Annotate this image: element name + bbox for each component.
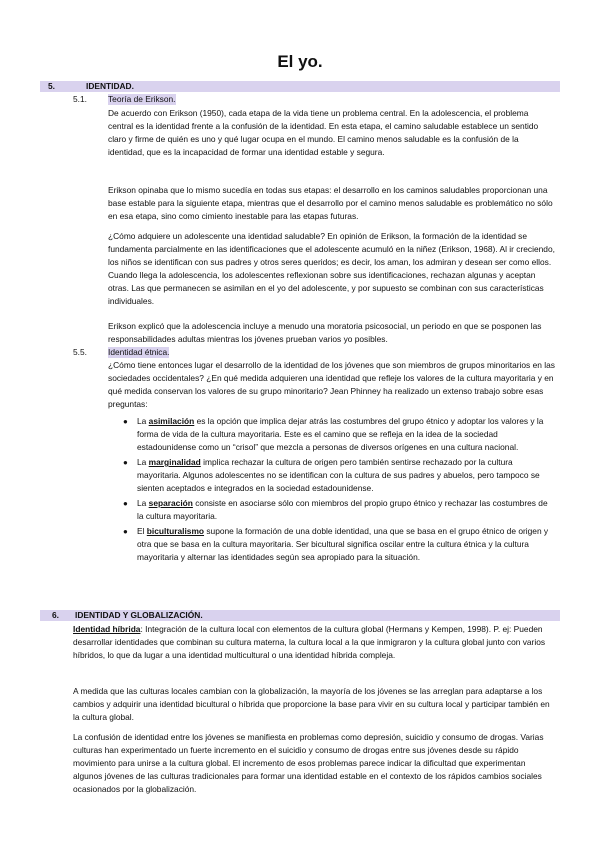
option-marginalidad xyxy=(123,456,553,495)
subsection-5-1-title: Teoría de Erikson. xyxy=(108,94,176,104)
section-6-title: IDENTIDAD Y GLOBALIZACIÓN. xyxy=(75,610,203,620)
erikson-paragraph-3: ¿Cómo adquiere un adolescente una identidad saludable? En opinión de Erikson, la formación de la identidad se fundamenta parcialmente en las identificaciones que el adolescente acumuló en la niñez (Erikson, 1968). Al ir creciendo, los niños se identifican con sus padres y otros seres queridos; es decir, los aman, los admiran y desean ser como ellos. Cuando llega la adolescencia, los adolescentes reflexionan sobre sus identificaciones, rechazan algunas y aceptan otras. Las que permanecen se asimilan en el yo del adolescente, y por supuesto se combinan con sus características individuales. xyxy=(108,231,555,307)
bullet-icon: ● xyxy=(123,458,128,467)
bullet-text: supone la formación de una doble identidad, una que se basa en el grupo étnico de origen y otra que se basa en la cultura mayoritaria. Ser bicultural significa oscilar entre la cultura étnica y la cultura mayoritaria y alternar las identidades según sea apropiado para la situación. xyxy=(137,526,549,562)
bullet-prefix: El xyxy=(137,526,147,536)
bullet-icon: ● xyxy=(123,499,128,508)
globalization-paragraph-2: A medida que las culturas locales cambian con la globalización, la mayoría de los jóvenes se las arreglan para adaptarse a los cambios y adquirir una identidad bicultural o híbrida que proporcione la base para vivir en su cultura local y participar también en la cultura global. xyxy=(73,686,550,723)
erikson-paragraph-2: Erikson opinaba que lo mismo sucedía en todas sus etapas: el desarrollo en los caminos saludables proporcionan una base estable para la siguiente etapa, mientras que el desarrollo por el camino menos saludable es problemático no sólo en esa etapa, sino como cimiento inestable para las etapas futuras. xyxy=(108,185,553,222)
page-title: El yo. xyxy=(277,52,323,71)
option-biculturalismo xyxy=(123,525,553,564)
subsection-5-5-number: 5.5. xyxy=(73,347,87,357)
term-biculturalismo: biculturalismo xyxy=(146,526,205,536)
term-marginalidad: marginalidad xyxy=(148,457,201,467)
subsection-5-5-title: Identidad étnica. xyxy=(108,347,170,357)
globalization-paragraph-3: La confusión de identidad entre los jóvenes se manifiesta en problemas como depresión, suicidio y consumo de drogas. Varias culturas han experimentado un fuerte incremento en el suicidio y consumo de drogas entre sus jóvenes desde su rápido movimiento para unirse a la cultura global. El incremento de esos problemas parece indicar la dificultad que experimentan algunos jóvenes de las culturas tradicionales para formar una identidad estable en el contexto de los rápidos cambios sociales ocasionados por la globalización. xyxy=(73,732,544,795)
bullet-text: implica rechazar la cultura de origen pero también sentirse rechazado por la cultura mayoritaria. Algunos adolescentes no se identifican con la cultura de sus padres y abuelos, pero tampoco se sienten aceptados e integrados en la sociedad estadounidense. xyxy=(137,457,540,493)
bullet-prefix: La xyxy=(137,416,149,426)
bullet-prefix: La xyxy=(137,498,149,508)
ethnic-identity-options xyxy=(123,415,553,566)
hybrid-identity-text: : Integración de la cultura local con elementos de la cultura global (Hermans y Kempen, 1998). P. ej: Pueden desarrollar identidades que combinan su cultura materna, la cultura local a la que inmigraron y la cultura global junto con varios híbridos, lo que da lugar a una identidad multicultural o una identidad híbrida compleja. xyxy=(73,624,546,661)
section-5-number: 5. xyxy=(48,81,55,91)
ethnic-identity-intro: ¿Cómo tiene entonces lugar el desarrollo de la identidad de los jóvenes que son miembros de grupos minoritarios en las sociedades occidentales? ¿En qué medida adquieren una identidad que refleje los valores de la cultura mayoritaria y en qué medida conservan los valores de su grupo minoritario? Jean Phinney ha realizado un extenso trabajo sobre esas preguntas: xyxy=(108,360,555,410)
term-identidad-hibrida: Identidad híbrida xyxy=(73,624,141,634)
term-asimilacion: asimilación xyxy=(148,416,195,426)
section-5-title: IDENTIDAD. xyxy=(86,81,134,91)
bullet-icon: ● xyxy=(123,527,128,536)
option-separacion xyxy=(123,497,553,523)
bullet-text: es la opción que implica dejar atrás las costumbres del grupo étnico y adoptar los valores y la forma de vida de la cultura mayoritaria. Este es el camino que se refleja en la idea de la sociedad estadounidense como un “crisol” que mezcla a personas de diversos orígenes en una cultura nacional. xyxy=(137,416,544,452)
option-asimilacion xyxy=(123,415,553,454)
bullet-prefix: La xyxy=(137,457,149,467)
bullet-icon: ● xyxy=(123,417,128,426)
term-separacion: separación xyxy=(148,498,193,508)
erikson-paragraph-1: De acuerdo con Erikson (1950), cada etapa de la vida tiene un problema central. En la adolescencia, el problema central es la identidad frente a la confusión de la identidad. En esta etapa, el camino saludable establece un sentido claro y firme de quién es uno y qué lugar ocupa en el mundo. El camino menos saludable es la confusión de la identidad, que es la incapacidad de formar una identidad estable y segura. xyxy=(108,108,539,158)
subsection-5-1-number: 5.1. xyxy=(73,94,87,104)
erikson-paragraph-4: Erikson explicó que la adolescencia incluye a menudo una moratoria psicosocial, un periodo en que se posponen las responsabilidades adultas mientras los jóvenes prueban varios yo posibles. xyxy=(108,321,542,345)
bullet-text: consiste en asociarse sólo con miembros del propio grupo étnico y rechazar las costumbres de la cultura mayoritaria. xyxy=(137,498,548,521)
section-6-number: 6. xyxy=(52,610,59,620)
hybrid-identity-paragraph xyxy=(73,623,555,662)
